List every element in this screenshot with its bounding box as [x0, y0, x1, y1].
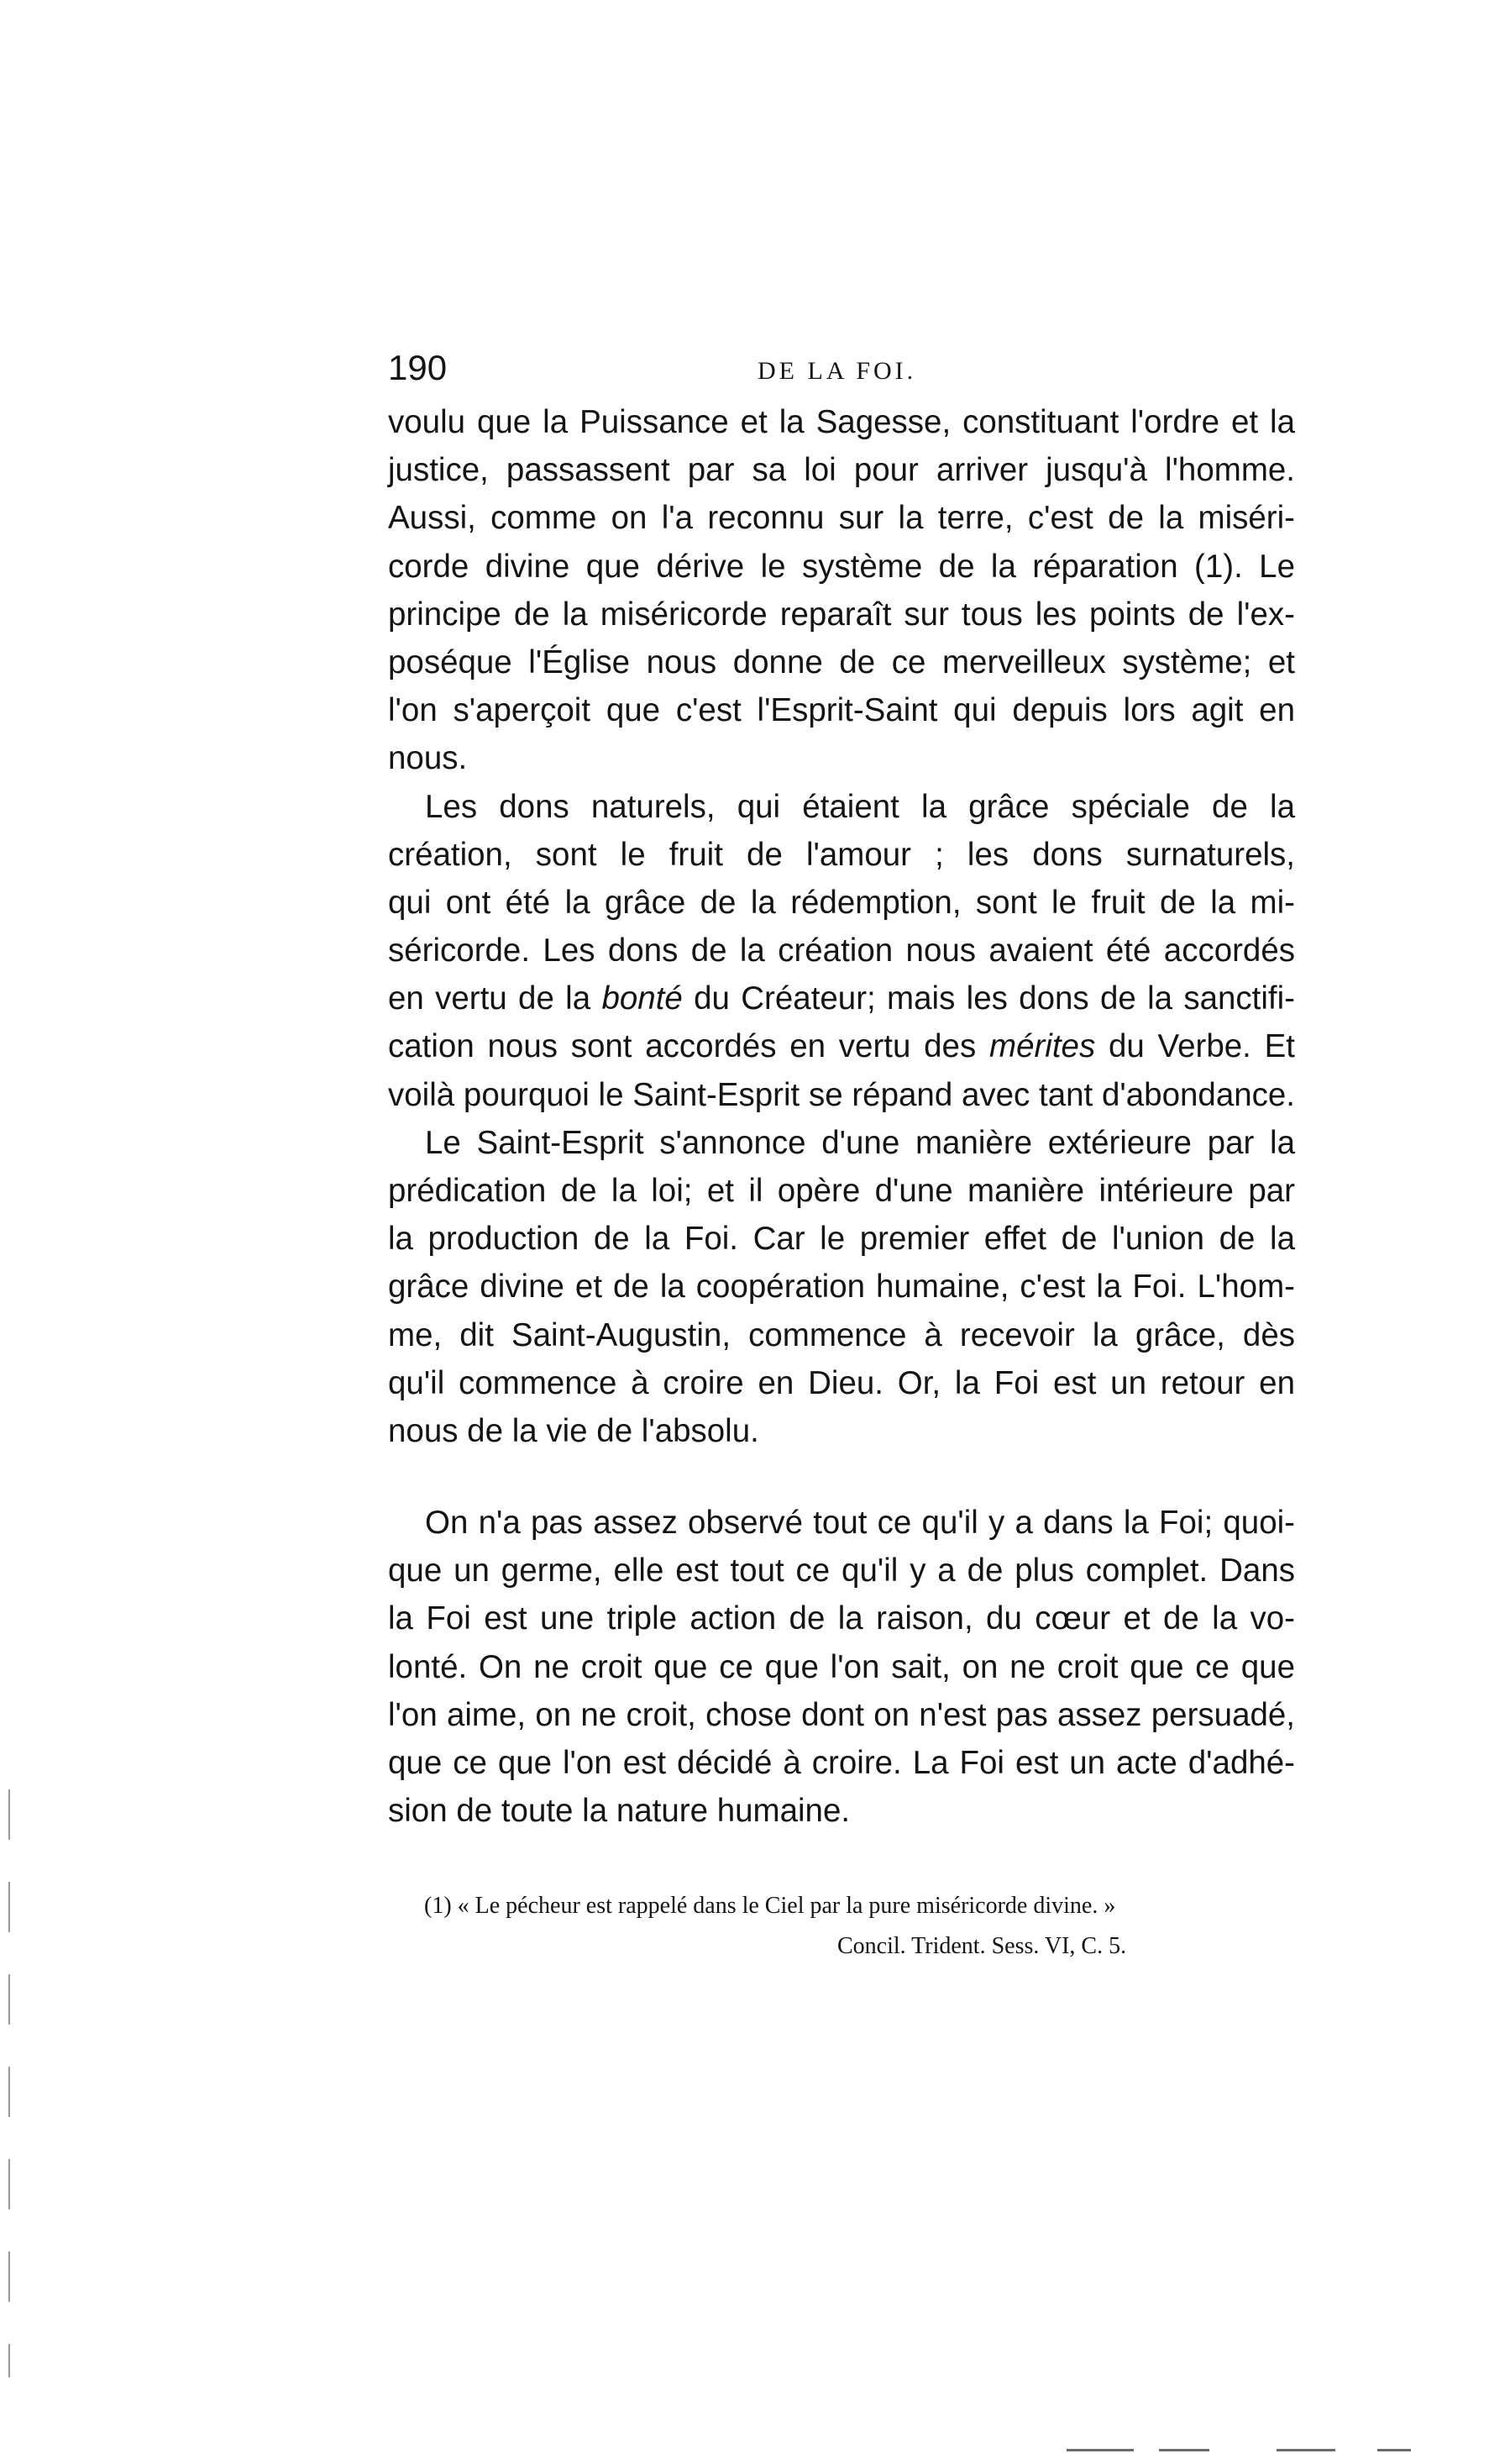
text-line: Les dons naturels, qui étaient la grâce spéciale de la — [425, 788, 1295, 825]
text-line: nous. — [388, 740, 468, 777]
text-line: lonté. On ne croit que ce que l'on sait, on ne croit que ce que — [388, 1648, 1295, 1685]
text-line: Le Saint-Esprit s'annonce d'une manière extérieure par la — [425, 1124, 1295, 1161]
text-segment: du Créateur; mais les dons de la sanctifi- — [694, 980, 1296, 1017]
text-line: nous de la vie de l'absolu. — [388, 1412, 759, 1449]
page-number: 190 — [388, 348, 448, 387]
text-line: principe de la miséricorde reparaît sur tous les points de l'ex- — [388, 596, 1295, 633]
text-line: prédication de la loi; et il opère d'une manière intérieure par — [388, 1173, 1295, 1209]
text-line: qu'il commence à croire en Dieu. Or, la Foi est un retour en — [388, 1364, 1295, 1401]
text-segment: en vertu de la — [388, 980, 591, 1017]
scan-edge-mark — [1159, 2449, 1209, 2451]
text-line: voulu que la Puissance et la Sagesse, constituant l'ordre et la — [388, 404, 1295, 440]
scan-edge-mark — [1067, 2449, 1134, 2451]
text-segment: cation nous sont accordés en vertu des — [388, 1028, 977, 1065]
text-line: qui ont été la grâce de la rédemption, sont le fruit de la mi- — [388, 884, 1295, 921]
text-line: l'on aime, on ne croit, chose dont on n'est pas assez persuadé, — [388, 1696, 1295, 1733]
page-header — [388, 343, 1295, 393]
text-segment: du Verbe. Et — [1108, 1028, 1296, 1065]
italic-word: bonté — [601, 980, 683, 1017]
text-line: que un germe, elle est tout ce qu'il y a de plus complet. Dans — [388, 1552, 1295, 1589]
text-line: justice, passassent par sa loi pour arriver jusqu'à l'homme. — [388, 452, 1295, 489]
text-line: On n'a pas assez observé tout ce qu'il y a dans la Foi; quoi- — [425, 1505, 1295, 1541]
text-line: me, dit Saint-Augustin, commence à recevoir la grâce, dès — [388, 1316, 1295, 1353]
text-line: grâce divine et de la coopération humaine, c'est la Foi. L'hom- — [388, 1269, 1295, 1306]
running-head: DE LA FOI. — [758, 357, 917, 385]
scan-edge-mark — [1277, 2449, 1335, 2451]
footnote — [424, 1886, 1323, 1967]
text-line: la Foi est une triple action de la raison, du cœur et de la vo- — [388, 1600, 1295, 1637]
text-line: poséque l'Église nous donne de ce merveilleux système; et — [388, 644, 1295, 680]
text-line: sion de toute la nature humaine. — [388, 1793, 851, 1830]
text-line: voilà pourquoi le Saint-Esprit se répand avec tant d'abondance. — [388, 1076, 1295, 1113]
text-line: que ce que l'on est décidé à croire. La Foi est un acte d'adhé- — [388, 1744, 1295, 1781]
text-line: Aussi, comme on l'a reconnu sur la terre, c'est de la miséri- — [388, 500, 1295, 537]
text-line: la production de la Foi. Car le premier effet de l'union de la — [388, 1221, 1295, 1258]
paragraph-block-1 — [388, 398, 1295, 1455]
italic-word: mérites — [989, 1028, 1096, 1065]
text-line: l'on s'aperçoit que c'est l'Esprit-Saint qui depuis lors agit en — [388, 692, 1295, 729]
footnote-citation: Concil. Trident. Sess. VI, C. 5. — [837, 1933, 1127, 1959]
text-line — [388, 975, 1295, 1022]
footnote-text: (1) « Le pécheur est rappelé dans le Ciel par la pure miséricorde divine. » — [424, 1893, 1116, 1919]
text-line — [388, 1022, 1295, 1070]
scan-margin-mark — [8, 1789, 10, 2377]
text-line: création, sont le fruit de l'amour ; les dons surnaturels, — [388, 836, 1295, 873]
paragraph-block-2 — [388, 1499, 1295, 1835]
text-line: séricorde. Les dons de la création nous avaient été accordés — [388, 933, 1295, 969]
scan-edge-mark — [1377, 2449, 1411, 2451]
text-line: corde divine que dérive le système de la réparation (1). Le — [388, 548, 1295, 585]
